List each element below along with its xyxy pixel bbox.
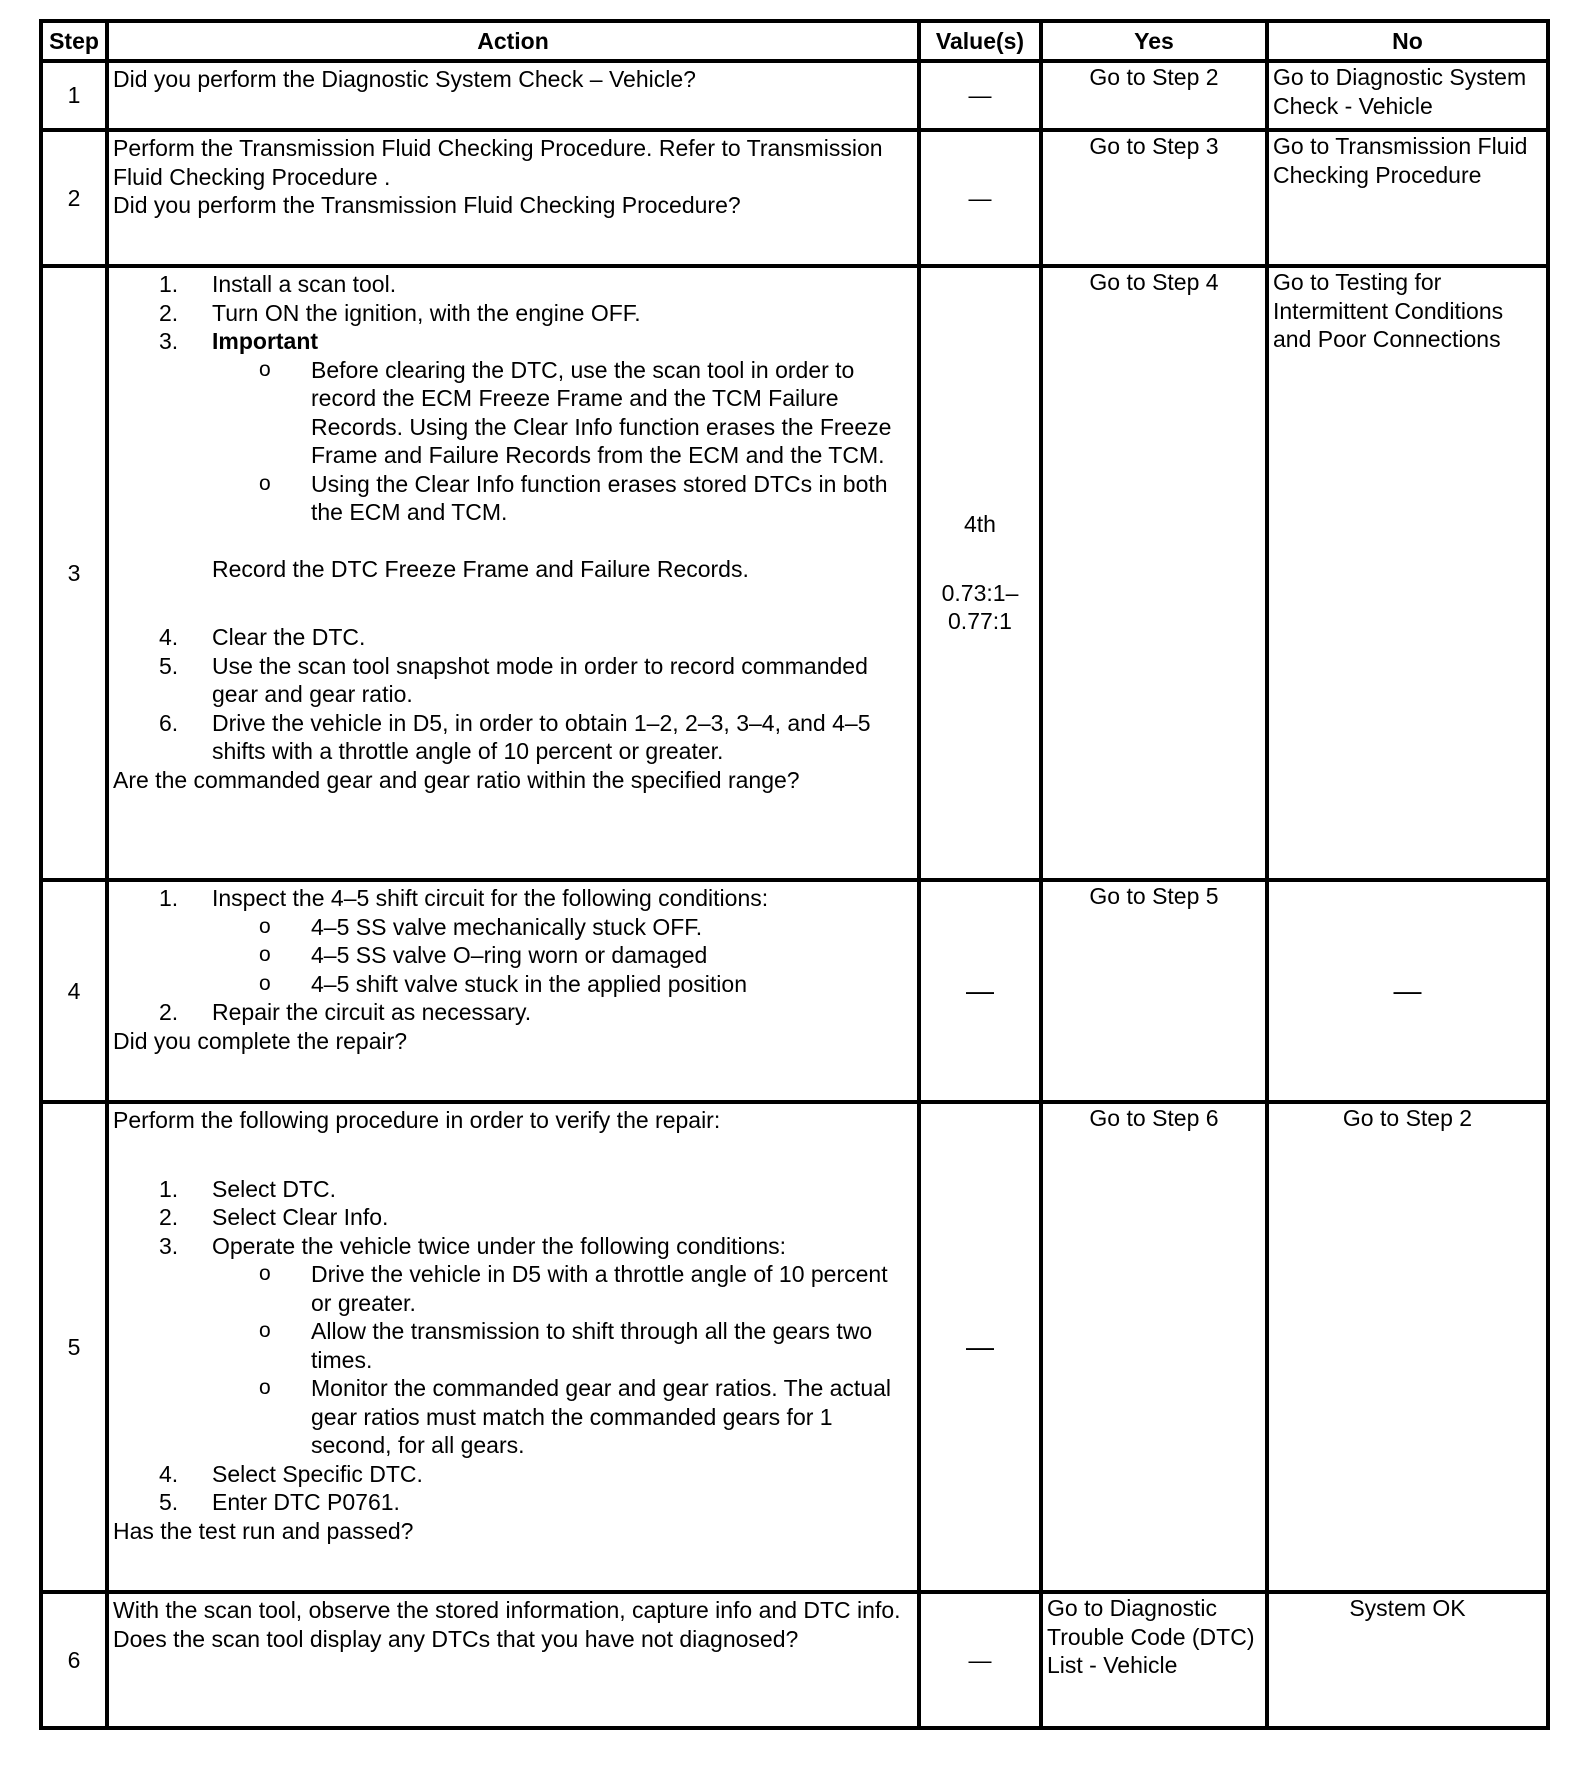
- no-cell: [1267, 1102, 1548, 1592]
- no-outcome: System OK: [1349, 1595, 1466, 1621]
- value-gear: 4th: [964, 511, 996, 538]
- list-item: 1. Install a scan tool.: [159, 271, 397, 297]
- yes-outcome: Go to Step 2: [1089, 64, 1219, 90]
- action-question: Did you perform the Transmission Fluid Checking Procedure?: [113, 192, 741, 218]
- list-item: o Drive the vehicle in D5 with a throttle angle of 10 percent or greater.: [259, 1261, 888, 1316]
- action-question: Has the test run and passed?: [113, 1517, 414, 1544]
- value-cell: —: [919, 130, 1041, 266]
- action-question: Are the commanded gear and gear ratio within the specified range?: [113, 766, 800, 793]
- no-outcome: Go to Step 2: [1342, 1105, 1473, 1131]
- list-item: 5. Enter DTC P0761.: [159, 1489, 400, 1515]
- yes-cell: [1041, 130, 1267, 266]
- yes-cell: [1041, 1592, 1267, 1728]
- value-ratio: 0.77:1: [948, 608, 1012, 635]
- step-number: 5: [41, 1102, 107, 1592]
- list-item: 2. Turn ON the ignition, with the engine OFF.: [159, 299, 641, 326]
- action-question: Did you perform the Diagnostic System Check – Vehicle?: [113, 66, 696, 92]
- header-step: Step: [41, 21, 107, 61]
- action-cell: [107, 266, 919, 880]
- value-cell: —: [919, 880, 1041, 1102]
- list-item: 4. Select Specific DTC.: [159, 1460, 423, 1487]
- list-item: o Allow the transmission to shift through all the gears two times.: [259, 1318, 873, 1373]
- table-row: [41, 1592, 1548, 1728]
- value-cell: —: [919, 1592, 1041, 1728]
- list-item: 2. Select Clear Info.: [159, 1204, 389, 1230]
- table-row: [41, 1102, 1548, 1592]
- table-row: [41, 266, 1548, 880]
- numbered-list: [113, 270, 913, 527]
- action-cell: [107, 130, 919, 266]
- yes-outcome: Go to Step 4: [1089, 269, 1219, 295]
- action-cell: [107, 1102, 919, 1592]
- list-item: 6. Drive the vehicle in D5, in order to obtain 1–2, 2–3, 3–4, and 4–5 shifts with a throttle angle of 10 percent or greater.: [159, 709, 871, 764]
- list-item: 2. Repair the circuit as necessary.: [159, 999, 532, 1025]
- action-cell: [107, 880, 919, 1102]
- step-number: 1: [41, 61, 107, 130]
- list-item: o 4–5 SS valve mechanically stuck OFF.: [259, 913, 703, 940]
- yes-outcome: Go to Step 6: [1089, 1105, 1219, 1131]
- list-item: o Monitor the commanded gear and gear ratios. The actual gear ratios must match the commanded gears for 1 second, for all gears.: [259, 1375, 892, 1458]
- header-action: Action: [107, 21, 919, 61]
- table-row: [41, 880, 1548, 1102]
- list-item: o Before clearing the DTC, use the scan tool in order to record the ECM Freeze Frame and the TCM Failure Records. Using the Clear Info function erases the Freeze Frame and Failure Records from the ECM and the TCM.: [259, 356, 892, 468]
- no-cell: [1267, 130, 1548, 266]
- record-note: Record the DTC Freeze Frame and Failure Records.: [212, 555, 749, 582]
- value-cell: [919, 266, 1041, 880]
- list-item: 5. Use the scan tool snapshot mode in order to record commanded gear and gear ratio.: [159, 652, 868, 707]
- no-outcome: Go to Transmission Fluid Checking Procedure: [1273, 133, 1528, 188]
- no-outcome: Go to Diagnostic System Check - Vehicle: [1273, 64, 1527, 119]
- yes-cell: [1041, 266, 1267, 880]
- yes-outcome: Go to Diagnostic Trouble Code (DTC) List - Vehicle: [1047, 1595, 1255, 1678]
- no-cell: —: [1267, 880, 1548, 1102]
- bullet-list: [113, 913, 913, 999]
- action-question: Did you complete the repair?: [113, 1027, 408, 1054]
- header-values: Value(s): [919, 21, 1041, 61]
- table-row: [41, 61, 1548, 130]
- no-cell: [1267, 266, 1548, 880]
- list-item: 1. Select DTC.: [159, 1175, 336, 1202]
- header-no: No: [1267, 21, 1548, 61]
- list-item: o 4–5 shift valve stuck in the applied position: [259, 970, 747, 997]
- header-yes: Yes: [1041, 21, 1267, 61]
- step-number: 2: [41, 130, 107, 266]
- value-cell: —: [919, 61, 1041, 130]
- list-item: 1. Inspect the 4–5 shift circuit for the following conditions: o 4–5 SS valve mechanically stuck OFF. o 4–5 SS valve O–ring worn or damaged o 4–5 shift valve stuck in the applied position: [113, 884, 913, 998]
- no-cell: [1267, 1592, 1548, 1728]
- yes-outcome: Go to Step 5: [1089, 883, 1219, 909]
- action-text: Perform the following procedure in order to verify the repair:: [113, 1107, 721, 1133]
- action-text: Perform the Transmission Fluid Checking Procedure. Refer to Transmission Fluid Checking Procedure .: [113, 135, 883, 190]
- list-item: o 4–5 SS valve O–ring worn or damaged: [259, 942, 708, 968]
- table-header-row: [41, 21, 1548, 61]
- diagnostic-table: [39, 19, 1550, 1730]
- list-item: o Using the Clear Info function erases stored DTCs in both the ECM and TCM.: [259, 470, 888, 525]
- numbered-list: [113, 1175, 913, 1517]
- bullet-list: [113, 1260, 913, 1460]
- step-number: 4: [41, 880, 107, 1102]
- action-cell: [107, 61, 919, 130]
- yes-cell: [1041, 1102, 1267, 1592]
- value-cell: —: [919, 1102, 1041, 1592]
- step-number: 3: [41, 266, 107, 880]
- action-question: Does the scan tool display any DTCs that you have not diagnosed?: [113, 1625, 799, 1652]
- yes-outcome: Go to Step 3: [1089, 133, 1219, 159]
- list-item: 3. Operate the vehicle twice under the following conditions: o Drive the vehicle in D5 with a throttle angle of 10 percent or greater. o Allow the transmission to shift through all the gears two times. o Monitor the commanded gear and gear ratios. The actual gear ratios must match the commanded gears for 1 second, for all gears.: [113, 1232, 913, 1460]
- action-text: With the scan tool, observe the stored information, capture info and DTC info.: [113, 1597, 901, 1623]
- list-item: 4. Clear the DTC.: [159, 624, 366, 650]
- action-cell: [107, 1592, 919, 1728]
- no-outcome: Go to Testing for Intermittent Conditions and Poor Connections: [1273, 269, 1504, 352]
- value-ratio: 0.73:1–: [941, 579, 1019, 606]
- yes-cell: [1041, 61, 1267, 130]
- important-label: Important: [212, 328, 319, 354]
- no-cell: [1267, 61, 1548, 130]
- step-number: 6: [41, 1592, 107, 1728]
- yes-cell: [1041, 880, 1267, 1102]
- table-row: [41, 130, 1548, 266]
- numbered-list: [113, 884, 913, 1027]
- numbered-list: [113, 623, 913, 766]
- list-item: 3. Important o Before clearing the DTC, use the scan tool in order to record the ECM Freeze Frame and the TCM Failure Records. Using the Clear Info function erases the Freeze Frame and Failure Records from the ECM and the TCM. o Using the Clear Info function erases stored DTCs in both the ECM and TCM.: [113, 327, 913, 527]
- bullet-list: [113, 356, 913, 527]
